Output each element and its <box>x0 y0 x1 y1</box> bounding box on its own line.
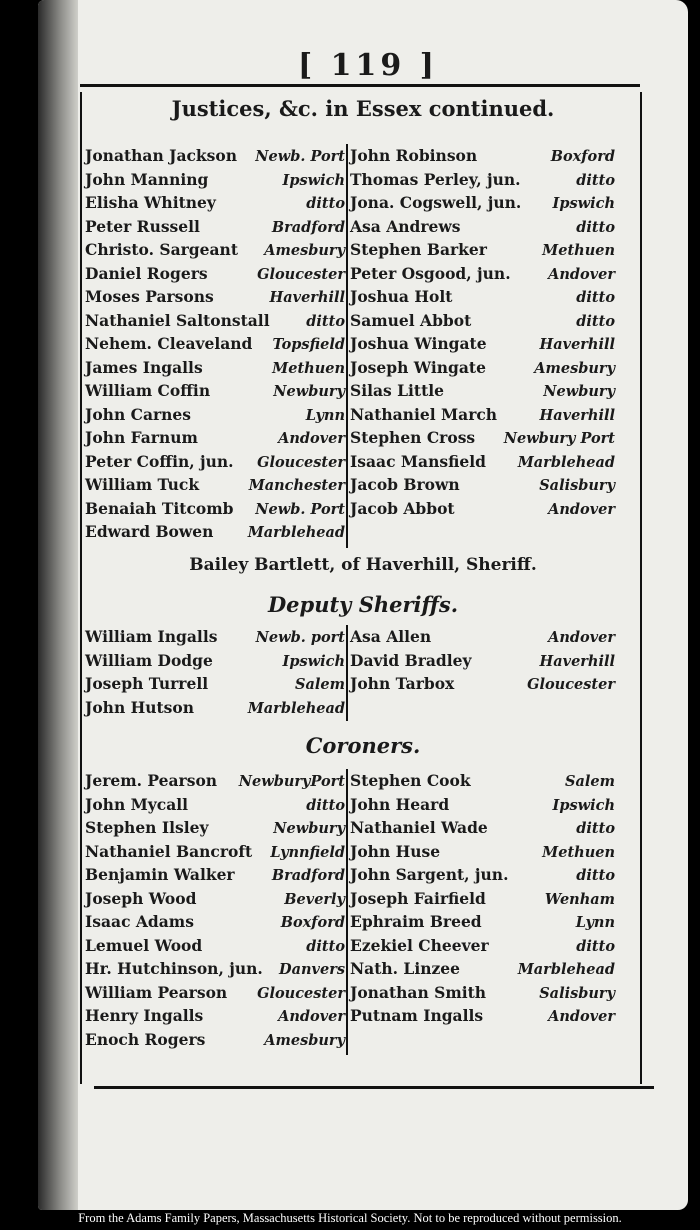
list-item <box>350 450 615 474</box>
town-name: Lynnfield <box>270 843 345 861</box>
town-name: Danvers <box>279 961 345 978</box>
town-name: Boxford <box>280 914 345 931</box>
person-name: Stephen Cross <box>350 428 476 447</box>
list-item <box>85 793 345 817</box>
person-name: Isaac Mansfield <box>350 451 486 471</box>
deputy-sheriffs-title: Deputy Sheriffs. <box>267 592 459 617</box>
town-name: Bradford <box>271 867 345 884</box>
person-name: John Heard <box>350 794 450 814</box>
person-name: Putnam Ingalls <box>350 1006 484 1025</box>
person-name: Jacob Abbot <box>350 498 455 518</box>
town-name: Boxford <box>550 148 615 165</box>
person-name: John Manning <box>85 169 209 189</box>
person-name: Thomas Perley, jun. <box>350 169 521 189</box>
list-item <box>350 957 615 981</box>
book-page <box>38 0 688 1210</box>
person-name: Benjamin Walker <box>85 865 235 884</box>
list-item <box>85 649 345 673</box>
person-name: Nathaniel Wade <box>350 818 488 837</box>
list-item <box>350 262 615 286</box>
person-name: William Pearson <box>85 982 228 1002</box>
person-name: Nathaniel Bancroft <box>85 841 253 861</box>
town-name: Marblehead <box>247 699 345 717</box>
town-name: ditto <box>576 312 615 330</box>
person-name: William Ingalls <box>85 627 218 646</box>
archive-credit: From the Adams Family Papers, Massachusetts Historical Society. Not to be reproduced without permission. <box>78 1211 622 1225</box>
person-name: Asa Andrews <box>350 216 461 236</box>
town-name: Gloucester <box>257 984 345 1002</box>
list-item <box>85 1004 345 1028</box>
person-name: Nath. Linzee <box>350 959 461 978</box>
town-name: Methuen <box>542 242 615 259</box>
town-name: Haverhill <box>539 406 615 424</box>
person-name: Joseph Turrell <box>85 674 209 693</box>
person-name: David Bradley <box>350 650 472 670</box>
list-item <box>85 769 345 793</box>
list-item <box>85 696 345 720</box>
town-name: Newbury <box>273 383 345 400</box>
list-item <box>85 1028 345 1052</box>
list-item <box>350 144 615 168</box>
town-name: Lynn <box>305 406 345 424</box>
person-name: John Robinson <box>350 146 478 165</box>
town-name: Ipswich <box>282 652 345 670</box>
town-name: Gloucester <box>527 676 615 693</box>
list-item <box>350 168 615 192</box>
coroners-left-column <box>85 769 345 1051</box>
column-divider <box>346 625 348 721</box>
town-name: Ipswich <box>552 195 615 212</box>
list-item <box>85 910 345 934</box>
list-item <box>350 309 615 333</box>
person-name: William Coffin <box>85 381 211 400</box>
deputies-left-column <box>85 625 345 719</box>
person-name: Nathaniel March <box>350 404 498 424</box>
list-item <box>350 215 615 239</box>
town-name: Methuen <box>542 843 615 861</box>
town-name: Newbury <box>273 820 345 837</box>
town-name: ditto <box>576 289 615 306</box>
list-item <box>350 887 615 911</box>
list-item <box>85 309 345 333</box>
list-item <box>350 332 615 356</box>
bottom-rule <box>94 1086 654 1089</box>
town-name: Marblehead <box>517 961 615 978</box>
list-item <box>85 191 345 215</box>
justices-right-column <box>350 144 615 520</box>
list-item <box>350 356 615 380</box>
town-name: ditto <box>576 218 615 236</box>
list-item <box>350 910 615 934</box>
town-name: Bradford <box>271 218 345 236</box>
person-name: William Dodge <box>85 650 213 670</box>
town-name: Lynn <box>575 914 615 931</box>
list-item <box>85 625 345 649</box>
town-name: ditto <box>306 937 345 955</box>
person-name: Nehem. Cleaveland <box>85 334 253 353</box>
list-item <box>350 672 615 696</box>
person-name: Jona. Cogswell, jun. <box>350 193 522 212</box>
list-item <box>85 816 345 840</box>
list-item <box>350 497 615 521</box>
deputies-table <box>85 625 614 721</box>
list-item <box>85 497 345 521</box>
list-item <box>85 262 345 286</box>
person-name: Peter Russell <box>85 216 200 236</box>
town-name: Wenham <box>544 890 615 908</box>
person-name: John Carnes <box>85 404 192 424</box>
person-name: John Mycall <box>85 794 189 814</box>
town-name: Ipswich <box>282 171 345 189</box>
person-name: Hr. Hutchinson, jun. <box>85 959 263 978</box>
town-name: Andover <box>548 265 615 283</box>
person-name: Samuel Abbot <box>350 310 472 330</box>
person-name: John Hutson <box>85 697 195 717</box>
person-name: Lemuel Wood <box>85 935 203 955</box>
list-item <box>350 840 615 864</box>
town-name: Haverhill <box>539 336 615 353</box>
person-name: Jerem. Pearson <box>85 771 218 790</box>
list-item <box>350 793 615 817</box>
list-item <box>350 285 615 309</box>
person-name: Silas Little <box>350 381 444 400</box>
town-name: Manchester <box>248 477 345 494</box>
list-item <box>350 816 615 840</box>
column-divider <box>346 144 348 548</box>
list-item <box>350 934 615 958</box>
town-name: Haverhill <box>269 289 345 306</box>
town-name: ditto <box>576 867 615 884</box>
person-name: James Ingalls <box>85 357 203 377</box>
town-name: Andover <box>548 629 615 646</box>
list-item <box>350 1004 615 1028</box>
list-item <box>85 403 345 427</box>
person-name: Enoch Rogers <box>85 1029 206 1049</box>
person-name: Joshua Holt <box>350 287 453 306</box>
justices-left-column <box>85 144 345 544</box>
town-name: Andover <box>278 430 345 447</box>
person-name: Joseph Wingate <box>350 357 486 377</box>
person-name: Jacob Brown <box>350 475 460 494</box>
person-name: John Sargent, jun. <box>350 865 509 884</box>
town-name: ditto <box>576 937 615 955</box>
person-name: Christo. Sargeant <box>85 240 238 259</box>
list-item <box>350 625 615 649</box>
list-item <box>350 649 615 673</box>
town-name: Topsfield <box>272 336 345 353</box>
person-name: Henry Ingalls <box>85 1006 204 1025</box>
list-item <box>85 332 345 356</box>
town-name: Marblehead <box>247 524 345 541</box>
person-name: Ezekiel Cheever <box>350 935 489 955</box>
list-item <box>350 403 615 427</box>
town-name: ditto <box>306 195 345 212</box>
town-name: ditto <box>306 312 345 330</box>
person-name: Joshua Wingate <box>350 334 487 353</box>
list-item <box>350 863 615 887</box>
list-item <box>350 473 615 497</box>
town-name: Gloucester <box>257 265 345 283</box>
town-name: Salem <box>295 676 345 693</box>
town-name: ditto <box>306 796 345 814</box>
justices-table <box>85 144 614 548</box>
list-item <box>85 981 345 1005</box>
list-item <box>350 426 615 450</box>
list-item <box>350 191 615 215</box>
town-name: ditto <box>576 171 615 189</box>
column-divider <box>346 769 348 1055</box>
person-name: Benaiah Titcomb <box>85 498 234 518</box>
town-name: Beverly <box>284 890 345 908</box>
person-name: Joseph Fairfield <box>350 888 486 908</box>
list-item <box>85 473 345 497</box>
person-name: John Farnum <box>85 428 198 447</box>
list-item <box>85 840 345 864</box>
town-name: Newb. port <box>255 629 345 646</box>
person-name: Isaac Adams <box>85 912 194 931</box>
list-item <box>85 520 345 544</box>
town-name: Andover <box>548 1008 615 1025</box>
person-name: Moses Parsons <box>85 287 214 306</box>
top-rule <box>80 84 640 87</box>
person-name: Stephen Barker <box>350 240 487 259</box>
page-number: [ 119 ] <box>298 48 438 83</box>
list-item <box>350 769 615 793</box>
town-name: Newb. Port <box>255 148 345 165</box>
list-item <box>350 238 615 262</box>
town-name: Marblehead <box>517 453 615 471</box>
town-name: Ipswich <box>552 796 615 814</box>
person-name: Peter Osgood, jun. <box>350 263 511 283</box>
list-item <box>85 144 345 168</box>
list-item <box>85 285 345 309</box>
coroners-right-column <box>350 769 615 1028</box>
person-name: Stephen Ilsley <box>85 818 209 837</box>
town-name: Newbury <box>543 383 615 400</box>
list-item <box>85 934 345 958</box>
person-name: Joseph Wood <box>85 888 197 908</box>
deputies-right-column <box>350 625 615 696</box>
list-item <box>85 887 345 911</box>
person-name: Edward Bowen <box>85 522 214 541</box>
town-name: Salisbury <box>539 984 615 1002</box>
person-name: Daniel Rogers <box>85 263 208 283</box>
coroners-title: Coroners. <box>305 733 421 758</box>
list-item <box>85 379 345 403</box>
person-name: John Huse <box>350 841 441 861</box>
person-name: Nathaniel Saltonstall <box>85 310 270 330</box>
person-name: Jonathan Jackson <box>85 146 238 165</box>
list-item <box>350 379 615 403</box>
list-item <box>350 981 615 1005</box>
sheriff-line: Bailey Bartlett, of Haverhill, Sheriff. <box>189 555 537 575</box>
town-name: Newbury Port <box>503 430 615 447</box>
town-name: Salem <box>565 773 615 790</box>
town-name: NewburyPort <box>238 773 345 790</box>
town-name: Gloucester <box>257 453 345 471</box>
town-name: Methuen <box>272 359 345 377</box>
coroners-table <box>85 769 614 1055</box>
list-item <box>85 957 345 981</box>
person-name: Peter Coffin, jun. <box>85 451 234 471</box>
person-name: Elisha Whitney <box>85 193 216 212</box>
person-name: John Tarbox <box>350 674 455 693</box>
town-name: Salisbury <box>539 477 615 494</box>
town-name: Haverhill <box>539 652 615 670</box>
list-item <box>85 863 345 887</box>
person-name: William Tuck <box>85 475 200 494</box>
town-name: Amesbury <box>264 242 345 259</box>
list-item <box>85 672 345 696</box>
list-item <box>85 356 345 380</box>
person-name: Stephen Cook <box>350 771 471 790</box>
list-item <box>85 426 345 450</box>
town-name: Newb. Port <box>255 500 345 518</box>
person-name: Asa Allen <box>350 627 432 646</box>
section-title: Justices, &c. in Essex continued. <box>171 96 555 121</box>
person-name: Jonathan Smith <box>350 982 487 1002</box>
town-name: ditto <box>576 820 615 837</box>
list-item <box>85 238 345 262</box>
town-name: Andover <box>548 500 615 518</box>
town-name: Amesbury <box>534 359 615 377</box>
list-item <box>85 450 345 474</box>
person-name: Ephraim Breed <box>350 912 482 931</box>
town-name: Andover <box>278 1008 345 1025</box>
list-item <box>85 168 345 192</box>
list-item <box>85 215 345 239</box>
town-name: Amesbury <box>264 1031 345 1049</box>
